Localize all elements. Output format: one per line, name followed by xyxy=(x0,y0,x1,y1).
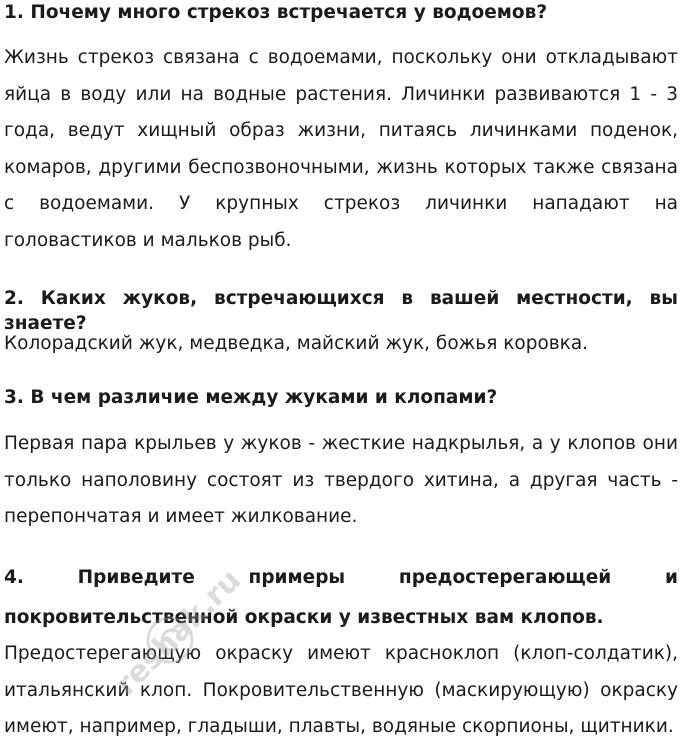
question-3: 3. В чем различие между жуками и клопами? xyxy=(4,387,498,408)
answer-4: Предостерегающую окраску имеют красноклоп (клоп-солдатик), итальянский клоп. Покровительственную (маскирующую) окраску имеют, например, гладыши, плавты, водяные скорпионы, щитники. xyxy=(4,643,678,737)
answer-3: Первая пара крыльев у жуков - жесткие надкрылья, а у клопов они только наполовину состоят из твердого хитина, а другая часть - перепончатая и имеет жилкование. xyxy=(4,433,678,527)
answer-2: Колорадский жук, медведка, майский жук, божья коровка. xyxy=(4,333,589,354)
question-1: 1. Почему много стрекоз встречается у водоемов? xyxy=(4,2,548,23)
answer-1: Жизнь стрекоз связана с водоемами, поскольку они откладывают яйца в воду или на водные растения. Личинки развиваются 1 - 3 года, ведут хищный образ жизни, питаясь личинками поденок, комаров, другими беспозвоночными, жизнь которых также связана с водоемами. У крупных стрекоз личинки нападают на головастиков и мальков рыб. xyxy=(4,47,678,251)
question-4: 4. Приведите примеры предостерегающей и покровительственной окраски у известных вам клопов. xyxy=(4,567,678,628)
watermark-text: reshak.ru xyxy=(108,562,248,703)
question-2: 2. Каких жуков, встречающихся в вашей местности, вы знаете? xyxy=(4,288,678,334)
